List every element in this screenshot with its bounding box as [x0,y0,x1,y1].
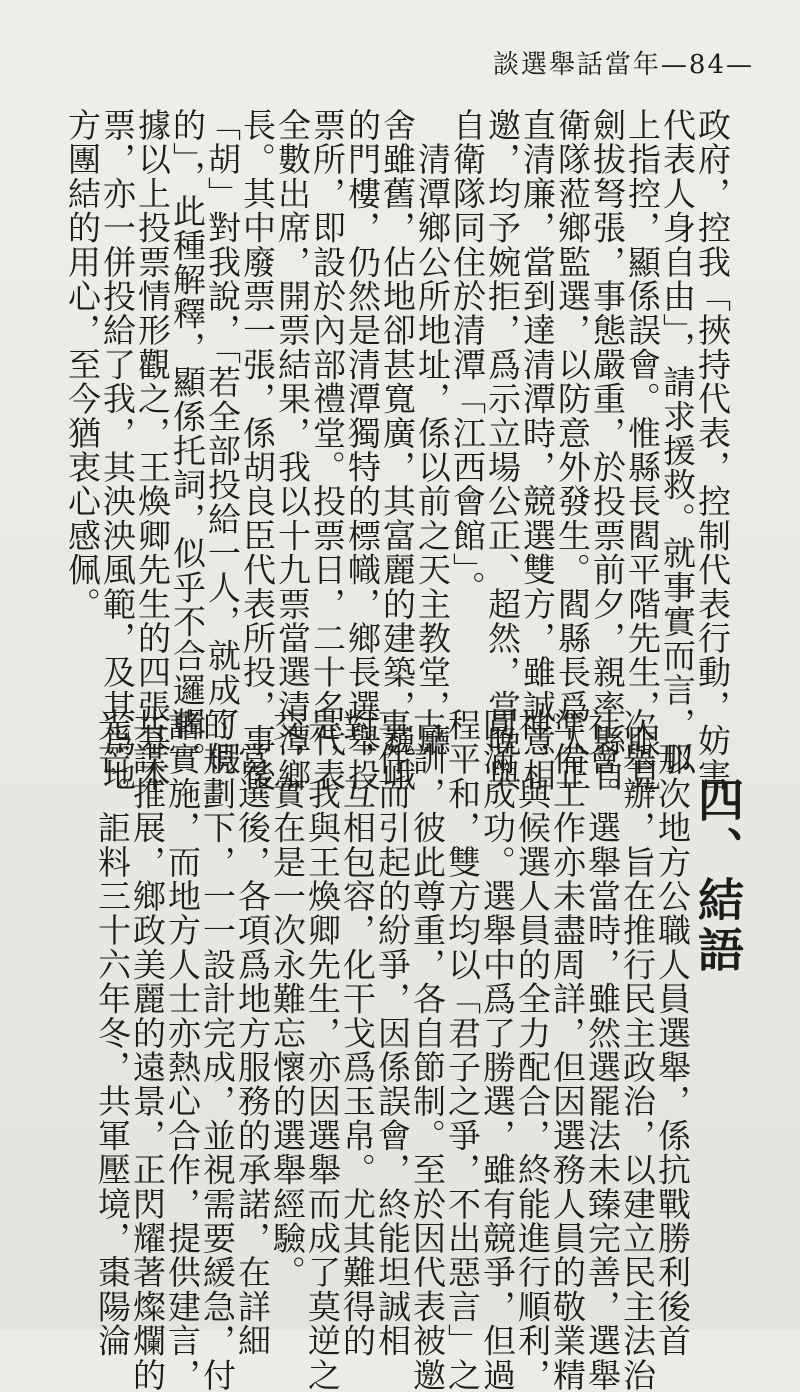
text-column: 的門樓，仍然是清潭獨特的標幟，鄉長選舉投 [343,108,382,792]
text-column: 圓滿成功。選舉中爲了勝選，雖有競爭，但過 [478,708,517,1392]
section-heading: 四、結語 [691,776,745,976]
text-column: 清潭鄉公所地址，係以前之天主教堂，廳 [413,108,452,758]
text-column: 長。其中廢票一張，係胡良臣代表所投，事後 [238,108,277,792]
text-column: 次舉辦，旨在推行民主政治，以建立民主法治 [618,708,657,1392]
text-column: 邀，均予婉拒，爲示立場公正、超然，當晚與 [483,108,522,792]
text-column: 當選後，各項爲地方服務的承諾，在詳細 [233,708,272,1358]
text-column: 自衛隊同住於清潭「江西會館」。 [448,108,487,605]
text-column: 交，實在是一次永難忘懷的選舉經驗。 [268,708,307,1290]
text-column: 光芒。詎料三十六年冬，共軍壓境，棗陽淪 [93,708,132,1358]
running-header: 談選舉話當年—84— [492,50,754,80]
text-column: 方團結的用心，至今猶衷心感佩。 [63,108,102,621]
text-column: 「胡」對我說，「若全部投給一人，就成了假 [203,108,242,776]
text-column: 對，互相包容，化干戈爲玉帛。尤其難得的 [338,708,377,1358]
text-column: 票所，即設於內部禮堂。投票日，二十名代表 [308,108,347,792]
text-column: 共謀推展，鄉政美麗的遠景，正閃耀著燦爛的 [128,708,167,1392]
text-column: 票，亦一併投給了我，其泱泱風範，及其爲地 [98,108,137,792]
text-column: 政府，控我「挾持代表，控制代表行動，妨害 [693,108,732,792]
text-column: 是，我與王煥卿先生，亦因選舉而成了莫逆之 [303,708,342,1392]
text-column: 諸實施，而地方人士亦熱心合作，提供建言， [163,708,202,1392]
text-column: 全數出席，開票結果，我以十九票當選清潭鄉 [273,108,312,792]
text-column: 事件而引起的紛爭，因係誤會，終能坦誠相 [373,708,412,1358]
text-column: 的」，此種解釋，顯係托詞，似乎不合邏輯。 [168,108,207,776]
text-column: 直清廉，當到達清潭時，競選雙方，雖誠意相 [518,108,557,792]
text-column: 上指控，顯係誤會。惟縣長閻平階先生，眼見 [623,108,662,792]
text-column: 衛隊蒞鄉監選，以防意外發生。閻縣長爲人正 [553,108,592,792]
text-column: 古訓，彼此尊重，各自節制。至於因代表被邀 [408,708,447,1392]
text-column: 代表人身自由」，請求援救。就事實而言，以 [658,108,697,776]
text-column: 那次地方公職人員選舉，係抗戰勝利後首 [653,708,692,1358]
text-column: 的規劃下，一一設計完成，並視需要緩急，付 [198,708,237,1392]
text-column: 據以上投票情形觀之，王煥卿先生的四張基本 [133,108,172,792]
text-column: 程平和，雙方均以「君子之爭，不出惡言」之 [443,708,482,1392]
text-column: 社會。選舉當時，雖然選罷法未臻完善，選舉 [583,708,622,1392]
text-column: 舍雖舊，佔地卻甚寬廣，其富麗的建築，巍峨 [378,108,417,792]
text-column: 神，與候選人員的全力配合，終能進行順利， [513,708,552,1392]
text-column: 劍拔弩張，事態嚴重，於投票前夕，親率縣自 [588,108,627,792]
text-column: 準備工作亦未盡周詳，但因選務人員的敬業精 [548,708,587,1392]
